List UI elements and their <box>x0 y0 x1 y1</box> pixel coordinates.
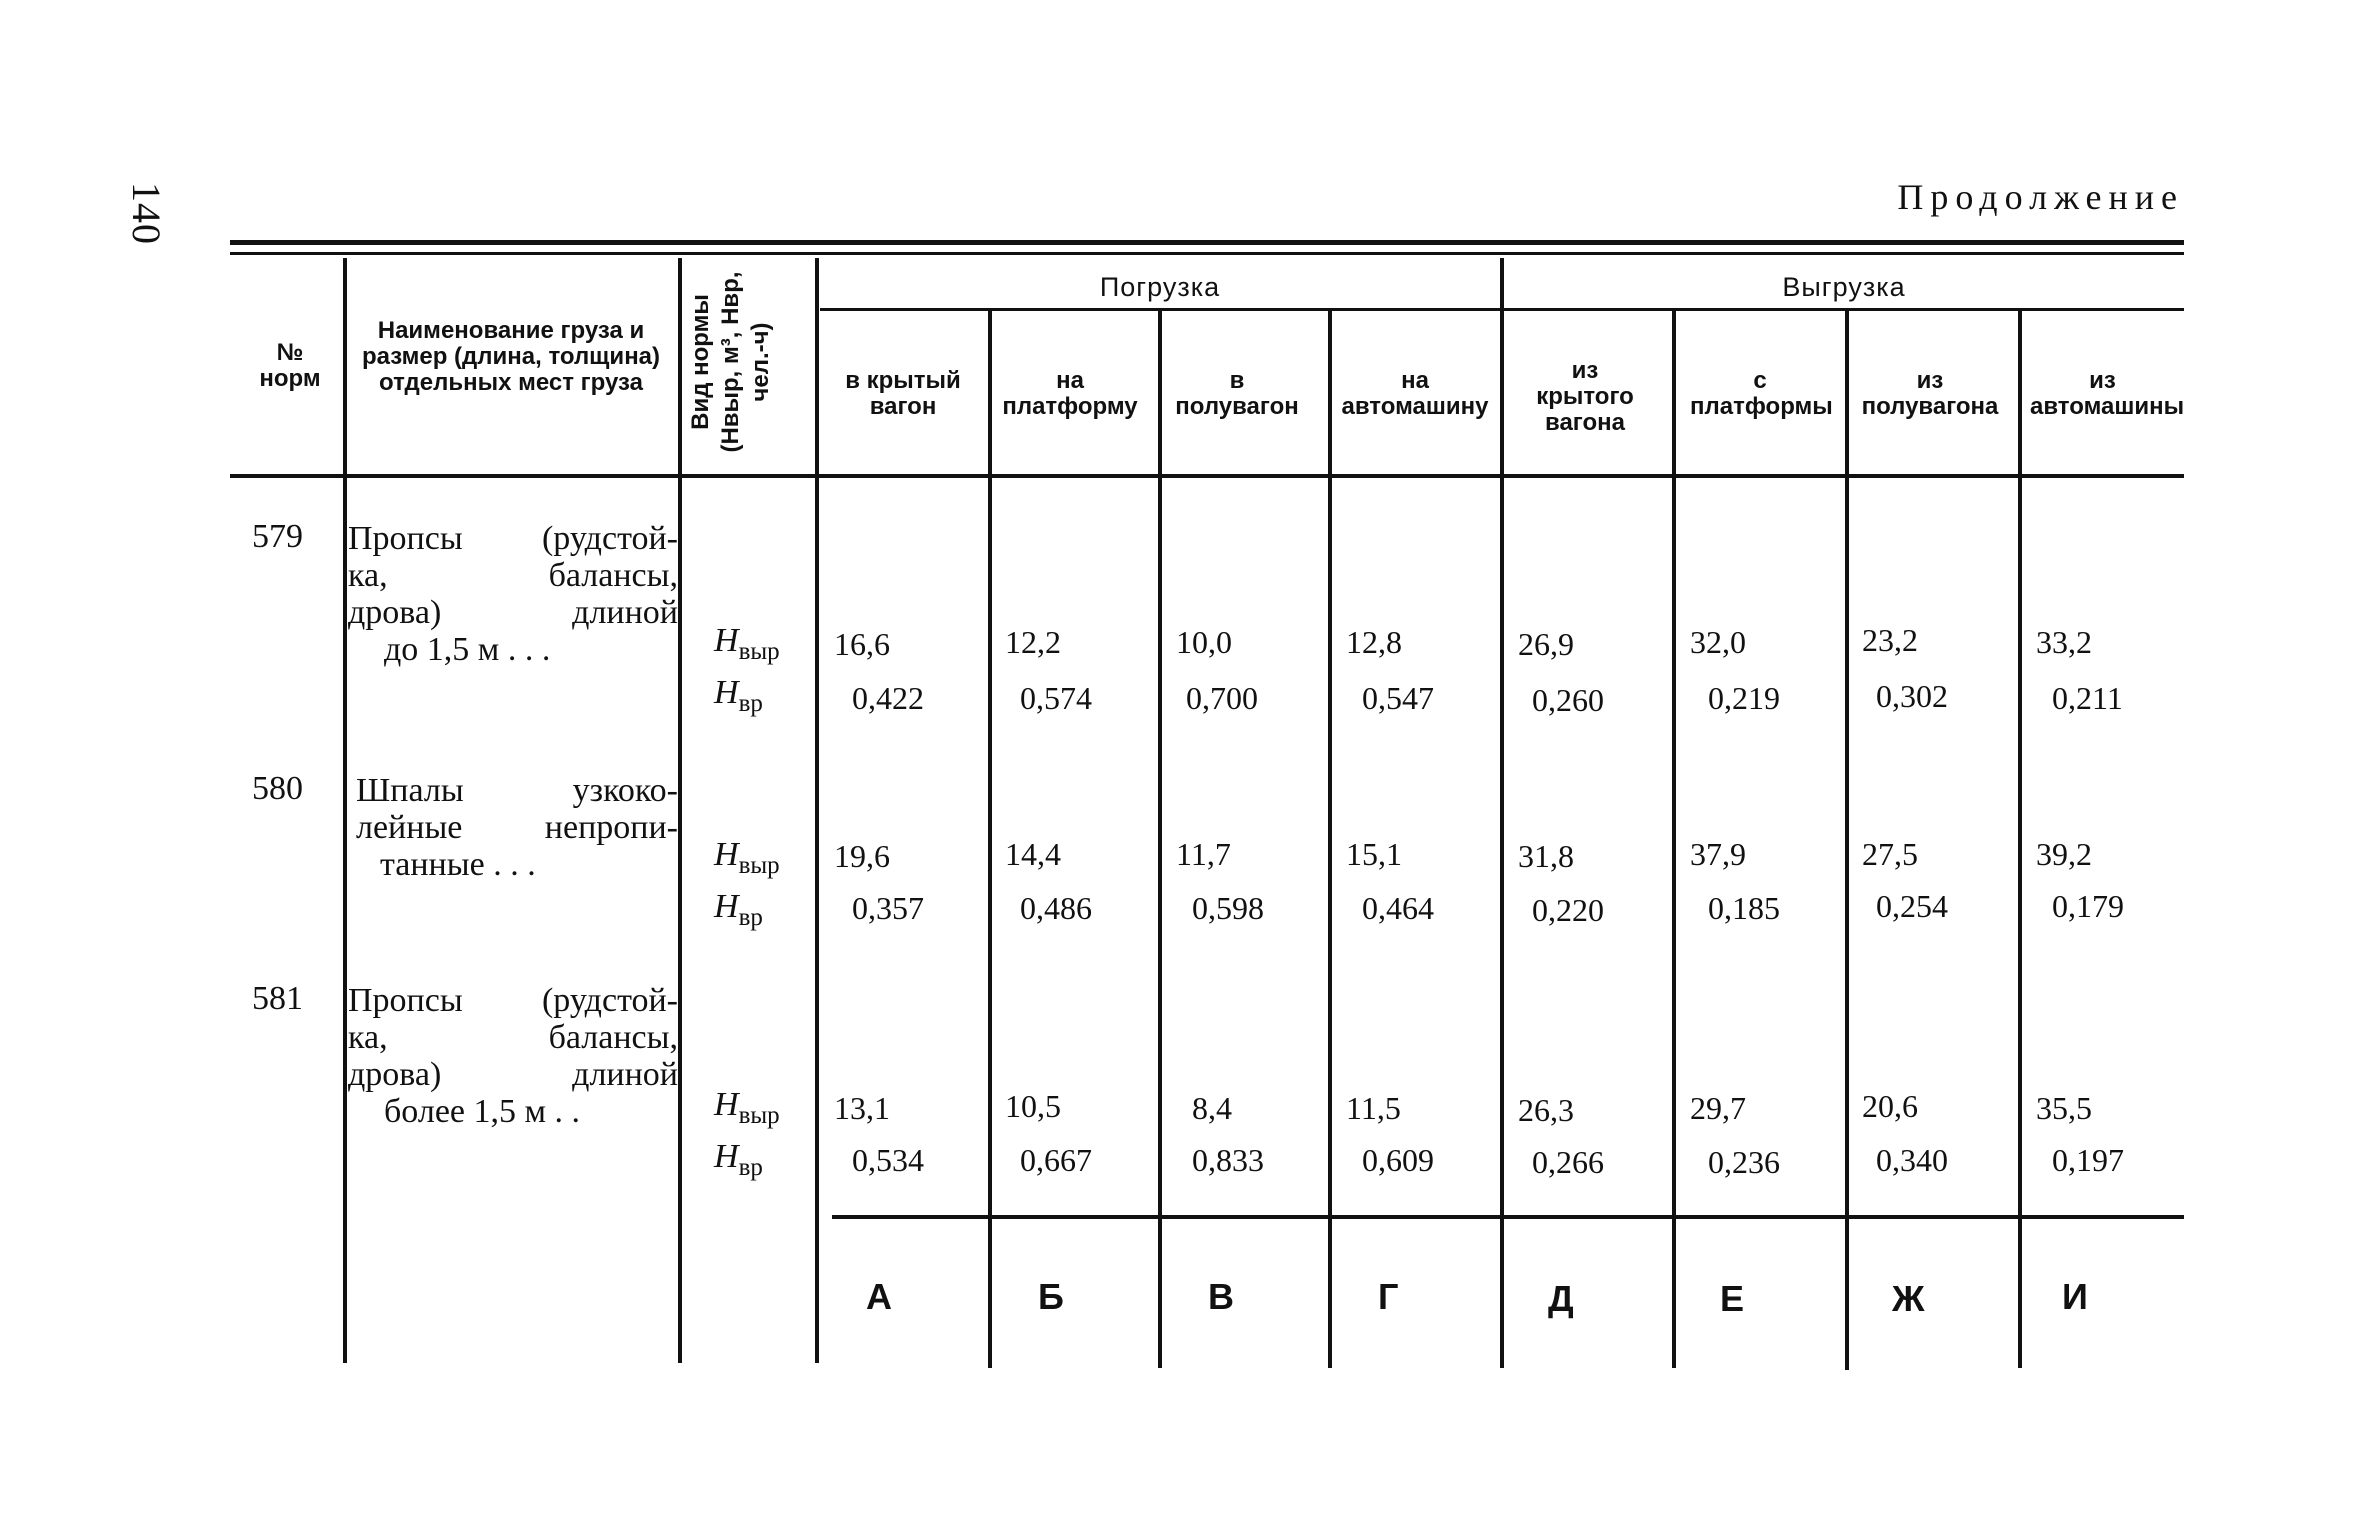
row-number: 580 <box>252 770 303 807</box>
cargo-name-line: танные . . . <box>380 846 536 883</box>
col-line-kind <box>678 258 682 1363</box>
norm-kind-time <box>714 1138 763 1182</box>
value-output: 31,8 <box>1518 838 1574 874</box>
cargo-name-line: дрова) длиной <box>348 594 678 631</box>
column-letter: Е <box>1720 1278 1745 1319</box>
value-time: 0,609 <box>1362 1142 1434 1178</box>
value-output: 39,2 <box>2036 836 2092 872</box>
header-bottom-rule <box>230 474 2184 478</box>
header-col-d: на автомашину <box>1341 367 1489 420</box>
value-output: 20,6 <box>1862 1088 1918 1124</box>
value-time: 0,211 <box>2052 680 2123 716</box>
cargo-name-line: более 1,5 м . . <box>384 1093 581 1130</box>
norm-symbol: Н <box>714 622 739 659</box>
value-time: 0,236 <box>1708 1144 1780 1180</box>
header-unloading: Выгрузка <box>1782 272 1906 302</box>
norm-kind-time <box>714 888 763 932</box>
value-output: 35,5 <box>2036 1090 2092 1126</box>
col-line-e <box>1500 258 1504 1368</box>
top-rule-2 <box>230 252 2184 255</box>
cargo-name-line: ка, балансы, <box>348 1019 678 1056</box>
header-kind-text: Вид нормы (Нвыр, м³, Нвр, чел.-ч) <box>687 271 774 453</box>
header-col-h: из автомашины <box>2030 367 2185 420</box>
value-output: 8,4 <box>1192 1090 1232 1126</box>
value-output: 19,6 <box>834 838 890 874</box>
norm-kind-output <box>714 622 780 666</box>
value-output: 12,8 <box>1346 624 1402 660</box>
cargo-name <box>348 982 678 1130</box>
col-line-g <box>1845 310 1849 1370</box>
cargo-name-line: ка, балансы, <box>348 557 678 594</box>
value-output: 32,0 <box>1690 624 1746 660</box>
row-number: 581 <box>252 980 303 1017</box>
value-output: 33,2 <box>2036 624 2092 660</box>
value-output: 10,0 <box>1176 624 1232 660</box>
norm-subscript: выр <box>738 637 780 665</box>
value-time: 0,179 <box>2052 888 2124 924</box>
header-col-f: с платформы <box>1690 367 1833 420</box>
value-output: 15,1 <box>1346 836 1402 872</box>
value-time: 0,700 <box>1186 680 1258 716</box>
value-time: 0,185 <box>1708 890 1780 926</box>
value-time: 0,574 <box>1020 680 1092 716</box>
value-output: 27,5 <box>1862 836 1918 872</box>
norm-kind-output <box>714 836 780 880</box>
column-letter: Б <box>1038 1276 1064 1317</box>
header-col-e: из крытого вагона <box>1536 357 1634 436</box>
column-letter: Ж <box>1892 1278 1925 1319</box>
value-output: 37,9 <box>1690 836 1746 872</box>
value-time: 0,598 <box>1192 890 1264 926</box>
norm-kind-output <box>714 1086 780 1130</box>
cargo-name <box>348 520 678 668</box>
column-letter: И <box>2062 1276 2088 1317</box>
value-output: 13,1 <box>834 1090 890 1126</box>
value-time: 0,486 <box>1020 890 1092 926</box>
cargo-name <box>356 772 678 883</box>
value-time: 0,357 <box>852 890 924 926</box>
col-line-h <box>2018 310 2022 1368</box>
column-letter: В <box>1208 1276 1234 1317</box>
value-output: 11,5 <box>1346 1090 1401 1126</box>
value-output: 26,9 <box>1518 626 1574 662</box>
cargo-name-line: Пропсы (рудстой- <box>348 520 678 557</box>
header-col-a: в крытый вагон <box>845 367 961 420</box>
value-time: 0,254 <box>1876 888 1948 924</box>
value-time: 0,464 <box>1362 890 1434 926</box>
col-line-name <box>343 258 347 1363</box>
header-loading: Погрузка <box>1099 272 1221 302</box>
value-time: 0,422 <box>852 680 924 716</box>
col-line-d <box>1328 310 1332 1368</box>
norm-symbol: Н <box>714 674 739 711</box>
row-number: 579 <box>252 518 303 555</box>
norm-symbol: Н <box>714 888 739 925</box>
header-col-b: на платформу <box>1002 367 1138 420</box>
value-output: 14,4 <box>1005 836 1061 872</box>
col-line-f <box>1672 310 1676 1368</box>
cargo-name-line: дрова) длиной <box>348 1056 678 1093</box>
col-line-c <box>1158 310 1162 1368</box>
col-line-a <box>815 258 819 1363</box>
value-output: 16,6 <box>834 626 890 662</box>
col-line-b <box>988 310 992 1368</box>
norm-symbol: Н <box>714 1138 739 1175</box>
norm-subscript: вр <box>738 1153 763 1181</box>
cargo-name-line: Шпалы узкоко- <box>356 772 678 809</box>
value-time: 0,547 <box>1362 680 1434 716</box>
column-letter: Г <box>1378 1276 1399 1317</box>
letters-rule <box>832 1215 2184 1219</box>
value-output: 12,2 <box>1005 624 1061 660</box>
cargo-name-line: лейные непропи- <box>356 809 678 846</box>
value-output: 23,2 <box>1862 622 1918 658</box>
header-no: № норм <box>259 339 321 392</box>
header-col-c: в полувагон <box>1175 367 1299 420</box>
header-kind <box>686 262 810 462</box>
value-time: 0,220 <box>1532 892 1604 928</box>
continuation-label: Продолжение <box>1897 177 2184 217</box>
value-output: 26,3 <box>1518 1092 1574 1128</box>
value-time: 0,260 <box>1532 682 1604 718</box>
header-name: Наименование груза и размер (длина, толщина) отдельных мест груза <box>361 317 661 396</box>
norm-subscript: выр <box>738 1101 780 1129</box>
cargo-name-line: Пропсы (рудстой- <box>348 982 678 1019</box>
value-time: 0,219 <box>1708 680 1780 716</box>
value-time: 0,197 <box>2052 1142 2124 1178</box>
value-time: 0,302 <box>1876 678 1948 714</box>
value-time: 0,667 <box>1020 1142 1092 1178</box>
column-letter: А <box>866 1276 892 1317</box>
norm-symbol: Н <box>714 836 739 873</box>
value-output: 11,7 <box>1176 836 1231 872</box>
norm-symbol: Н <box>714 1086 739 1123</box>
value-output: 29,7 <box>1690 1090 1746 1126</box>
value-time: 0,833 <box>1192 1142 1264 1178</box>
cargo-name-line: до 1,5 м . . . <box>384 631 551 668</box>
header-col-g: из полувагона <box>1861 367 1999 420</box>
norm-subscript: выр <box>738 851 780 879</box>
value-time: 0,534 <box>852 1142 924 1178</box>
page-number: 140 <box>124 182 169 245</box>
norm-subscript: вр <box>738 689 763 717</box>
norm-subscript: вр <box>738 903 763 931</box>
value-time: 0,266 <box>1532 1144 1604 1180</box>
norm-kind-time <box>714 674 763 718</box>
top-rule-1 <box>230 240 2184 245</box>
value-output: 10,5 <box>1005 1088 1061 1124</box>
value-time: 0,340 <box>1876 1142 1948 1178</box>
column-letter: Д <box>1548 1278 1574 1319</box>
